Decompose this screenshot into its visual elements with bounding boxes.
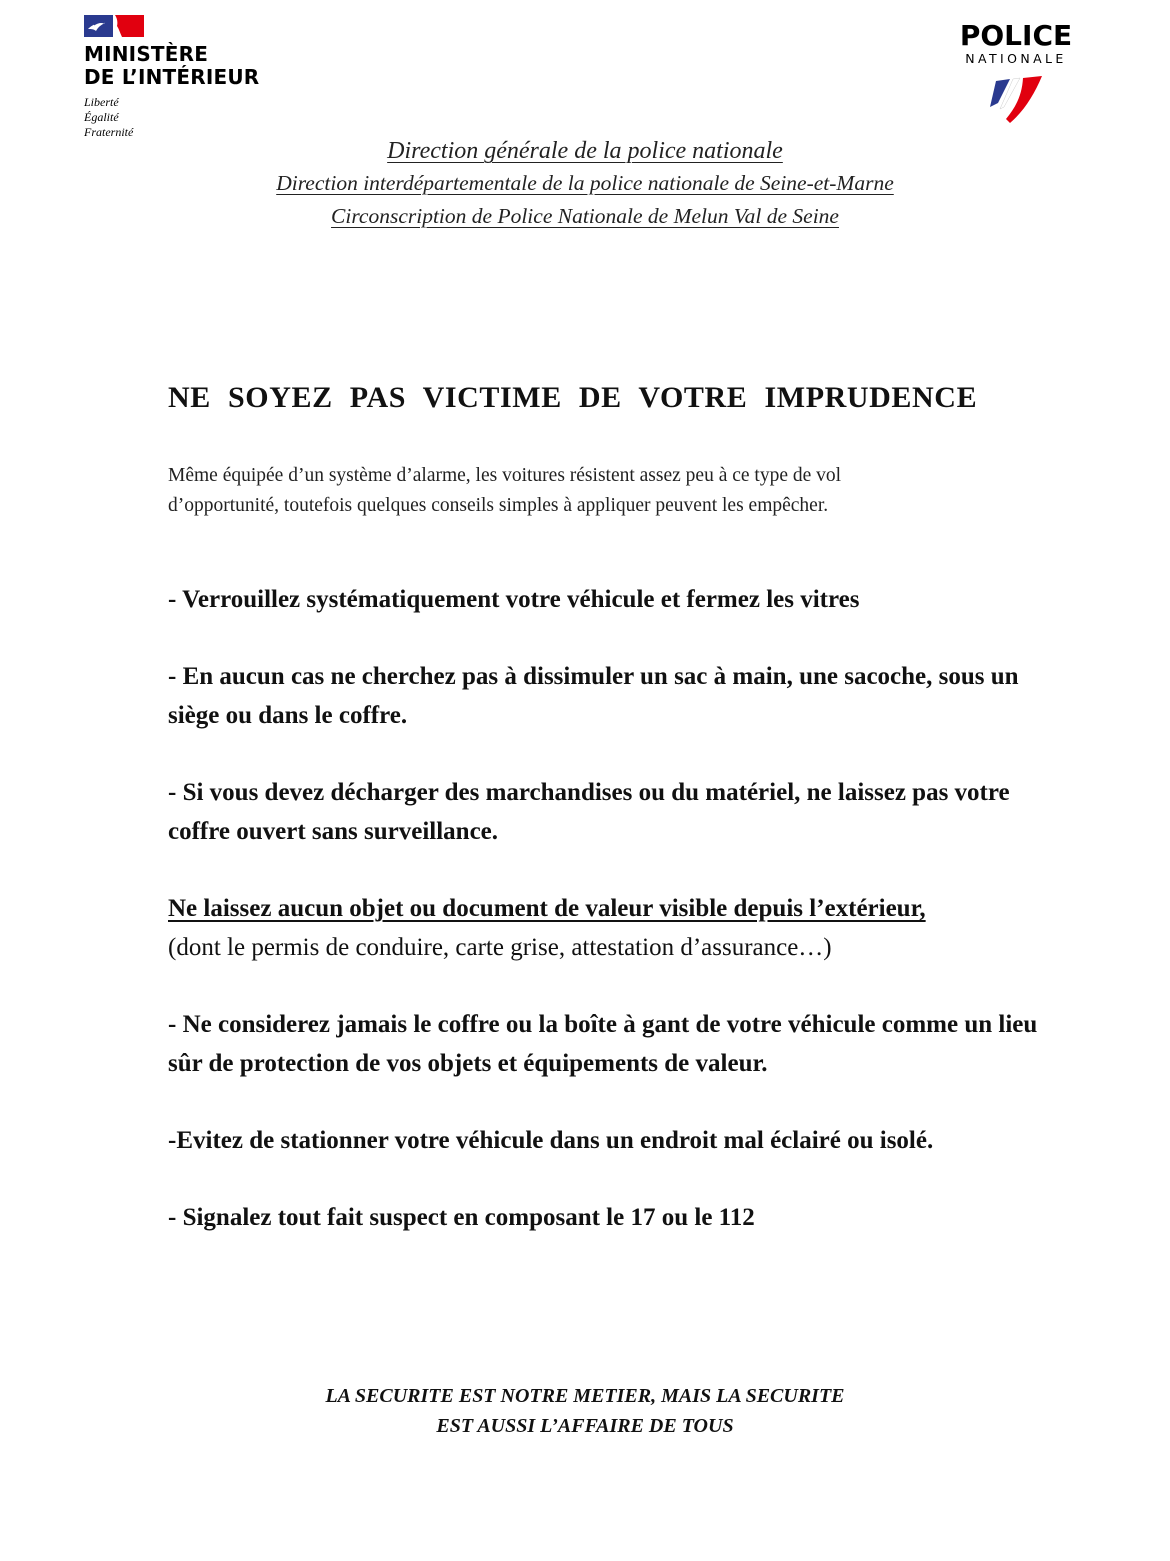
header-line-dgpn: Direction générale de la police nationale bbox=[387, 138, 783, 164]
police-wordmark: POLICE bbox=[959, 19, 1073, 52]
ministere-logo-block bbox=[84, 15, 284, 140]
advice-item-report bbox=[168, 1198, 1038, 1237]
slogan-line-2: EST AUSSI L’AFFAIRE DE TOUS bbox=[436, 1415, 734, 1437]
advice-text-underlined: Ne laissez aucun objet ou document de valeur visible depuis l’extérieur, bbox=[168, 895, 926, 922]
intro-line-2: d’opportunité, toutefois quelques conseils simples à appliquer peuvent les empêcher. bbox=[168, 495, 829, 516]
footer-slogan bbox=[0, 1381, 1170, 1441]
police-nationale-logo-block bbox=[946, 19, 1086, 125]
ministere-name-line1: MINISTÈRE bbox=[84, 42, 209, 66]
advice-list bbox=[168, 580, 1038, 1275]
issuing-authority-header bbox=[0, 134, 1170, 233]
marianne-flag-icon bbox=[84, 15, 144, 37]
advice-item-unload bbox=[168, 773, 1038, 851]
advice-text: - Signalez tout fait suspect en composant le 17 ou le 112 bbox=[168, 1204, 755, 1231]
advice-text-detail: (dont le permis de conduire, carte grise, attestation d’assurance…) bbox=[168, 934, 832, 961]
intro-line-1: Même équipée d’un système d’alarme, les voitures résistent assez peu à ce type de vol bbox=[168, 465, 842, 486]
advice-text: -Evitez de stationner votre véhicule dans un endroit mal éclairé ou isolé. bbox=[168, 1127, 934, 1154]
advice-item-lock bbox=[168, 580, 1038, 619]
advice-item-no-visible-objects bbox=[168, 889, 1038, 967]
nationale-wordmark: NATIONALE bbox=[965, 51, 1067, 66]
ministere-name-line2: DE L’INTÉRIEUR bbox=[84, 65, 260, 89]
motto-egalite: Égalité bbox=[84, 110, 119, 124]
header-line-circonscription: Circonscription de Police Nationale de Melun Val de Seine bbox=[331, 204, 839, 228]
advice-item-parking bbox=[168, 1121, 1038, 1160]
motto-liberte: Liberté bbox=[84, 95, 119, 109]
advice-text: - En aucun cas ne cherchez pas à dissimuler un sac à main, une sacoche, sous un siège ou dans le coffre. bbox=[168, 663, 1019, 729]
page-title: NE SOYEZ PAS VICTIME DE VOTRE IMPRUDENCE bbox=[168, 381, 978, 414]
slogan-line-1: LA SECURITE EST NOTRE METIER, MAIS LA SECURITE bbox=[325, 1385, 845, 1407]
advice-item-hide-bag bbox=[168, 657, 1038, 735]
header-line-dipn: Direction interdépartementale de la police nationale de Seine-et-Marne bbox=[276, 171, 894, 195]
motto-fraternite: Fraternité bbox=[84, 125, 134, 139]
intro-paragraph bbox=[168, 461, 958, 521]
advice-text: - Ne considerez jamais le coffre ou la boîte à gant de votre véhicule comme un lieu sûr de protection de vos objets et équipements de valeur. bbox=[168, 1011, 1038, 1077]
tricolor-swoosh-icon bbox=[986, 73, 1046, 125]
advice-text: - Si vous devez décharger des marchandises ou du matériel, ne laissez pas votre coffre ouvert sans surveillance. bbox=[168, 779, 1010, 845]
advice-text: - Verrouillez systématiquement votre véhicule et fermez les vitres bbox=[168, 586, 860, 613]
advice-item-trunk-not-safe bbox=[168, 1005, 1038, 1083]
